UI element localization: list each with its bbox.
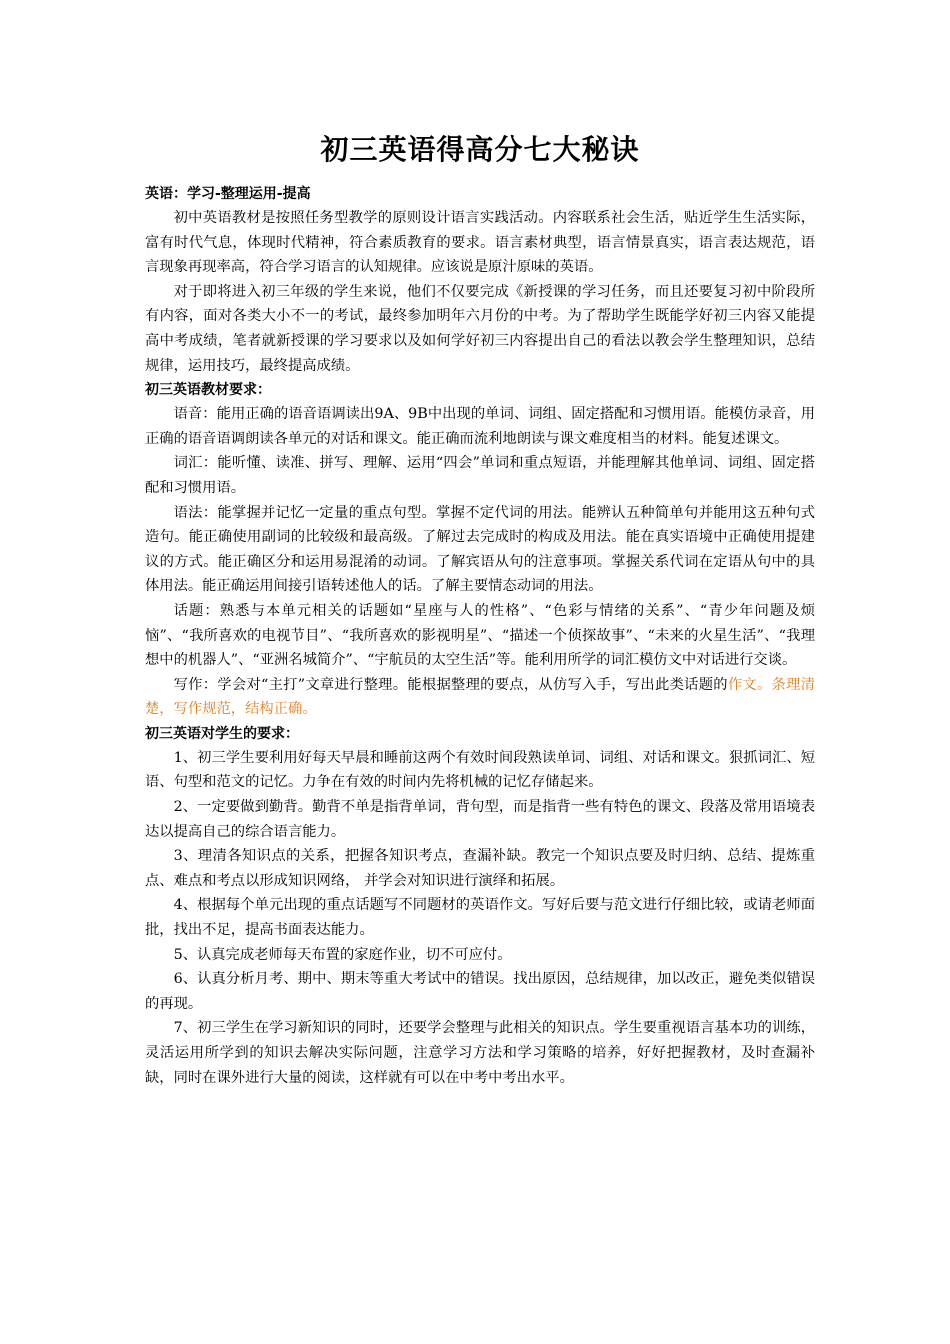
intro-paragraph-2: 对于即将进入初三年级的学生来说，他们不仅要完成《新授课的学习任务，而且还要复习初中阶段所有内容，面对各类大小不一的考试，最终参加明年六月份的中考。为了帮助学生既能学好初三内容又能提高中考成绩，笔者就新授课的学习要求以及如何学好初三内容提出自己的看法以教会学生整理知识，总结规律，运用技巧，最终提高成绩。 — [145, 283, 815, 374]
requirement-item-1: 1、初三学生要利用好每天早晨和睡前这两个有效时间段熟读单词、词组、对话和课文。狠抓词汇、短语、句型和范文的记忆。力争在有效的时间内先将机械的记忆存储起来。 — [145, 749, 815, 791]
writing-paragraph — [145, 673, 815, 722]
document-title: 初三英语得高分七大秘诀 — [320, 133, 640, 166]
document-page — [145, 128, 815, 1090]
requirement-item-4: 4、根据每个单元出现的重点话题写不同题材的英语作文。写好后要与范文进行仔细比较，或请老师面批，找出不足，提高书面表达能力。 — [145, 897, 815, 939]
topics-paragraph: 话题：熟悉与本单元相关的话题如“星座与人的性格”、“色彩与情绪的关系”、“青少年问题及烦恼”、“我所喜欢的电视节目”、“我所喜欢的影视明星”、“描述一个侦探故事”、“未来的火星生活”、“我理想中的机器人”、“亚洲名城简介”、“宇航员的太空生活”等。能利用所学的词汇模仿文中对话进行交谈。 — [145, 602, 815, 669]
vocabulary-paragraph: 词汇：能听懂、读准、拼写、理解、运用“四会”单词和重点短语，并能理解其他单词、词组、固定搭配和习惯用语。 — [145, 455, 815, 496]
pronunciation-paragraph: 语音：能用正确的语音语调读出9A、9B中出现的单词、词组、固定搭配和习惯用语。能模仿录音，用正确的语音语调朗读各单元的对话和课文。能正确而流利地朗读与课文难度相当的材料。能复述课文。 — [145, 406, 815, 447]
intro-paragraph-1: 初中英语教材是按照任务型教学的原则设计语言实践活动。内容联系社会生活，贴近学生生活实际，富有时代气息，体现时代精神，符合素质教育的要求。语言素材典型，语言情景真实，语言表达规范，语言现象再现率高，符合学习语言的认知规律。应该说是原汁原味的英语。 — [145, 210, 815, 276]
writing-highlight: 作文。条理清楚，写作规范，结构正确。 — [145, 676, 815, 718]
writing-text: 写作：学会对“主打”文章进行整理。能根据整理的要点，从仿写入手，写出此类话题的 — [173, 676, 728, 693]
grammar-paragraph: 语法：能掌握并记忆一定量的重点句型。掌握不定代词的用法。能辨认五种简单句并能用这五种句式造句。能正确使用副词的比较级和最高级。了解过去完成时的构成及用法。能在真实语境中正确使用提建议的方式。能正确区分和运用易混淆的动词。了解宾语从句的注意事项。掌握关系代词在定语从句中的具体用法。能正确运用间接引语转述他人的话。了解主要情态动词的用法。 — [145, 504, 815, 595]
section-heading-textbook: 初三英语教材要求： — [145, 382, 271, 399]
requirement-item-7: 7、初三学生在学习新知识的同时，还要学会整理与此相关的知识点。学生要重视语言基本功的训练，灵活运用所学到的知识去解决实际问题，注意学习方法和学习策略的培养，好好把握教材，及时查漏补缺，同时在课外进行大量的阅读，这样就有可以在中考中考出水平。 — [145, 1020, 815, 1086]
requirement-item-2: 2、一定要做到勤背。勤背不单是指背单词，背句型，而是指背一些有特色的课文、段落及常用语境表达以提高自己的综合语言能力。 — [145, 799, 815, 840]
requirement-item-3: 3、理清各知识点的关系，把握各知识考点，查漏补缺。教完一个知识点要及时归纳、总结、提炼重点、难点和考点以形成知识网络， 并学会对知识进行演绎和拓展。 — [145, 848, 815, 889]
requirement-item-5: 5、认真完成老师每天布置的家庭作业，切不可应付。 — [173, 946, 512, 963]
requirement-item-6: 6、认真分析月考、期中、期末等重大考试中的错误。找出原因，总结规律，加以改正，避免类似错误的再现。 — [145, 971, 815, 1012]
section-heading-students: 初三英语对学生的要求： — [145, 725, 299, 742]
subtitle: 英语：学习-整理运用-提高 — [145, 186, 311, 202]
